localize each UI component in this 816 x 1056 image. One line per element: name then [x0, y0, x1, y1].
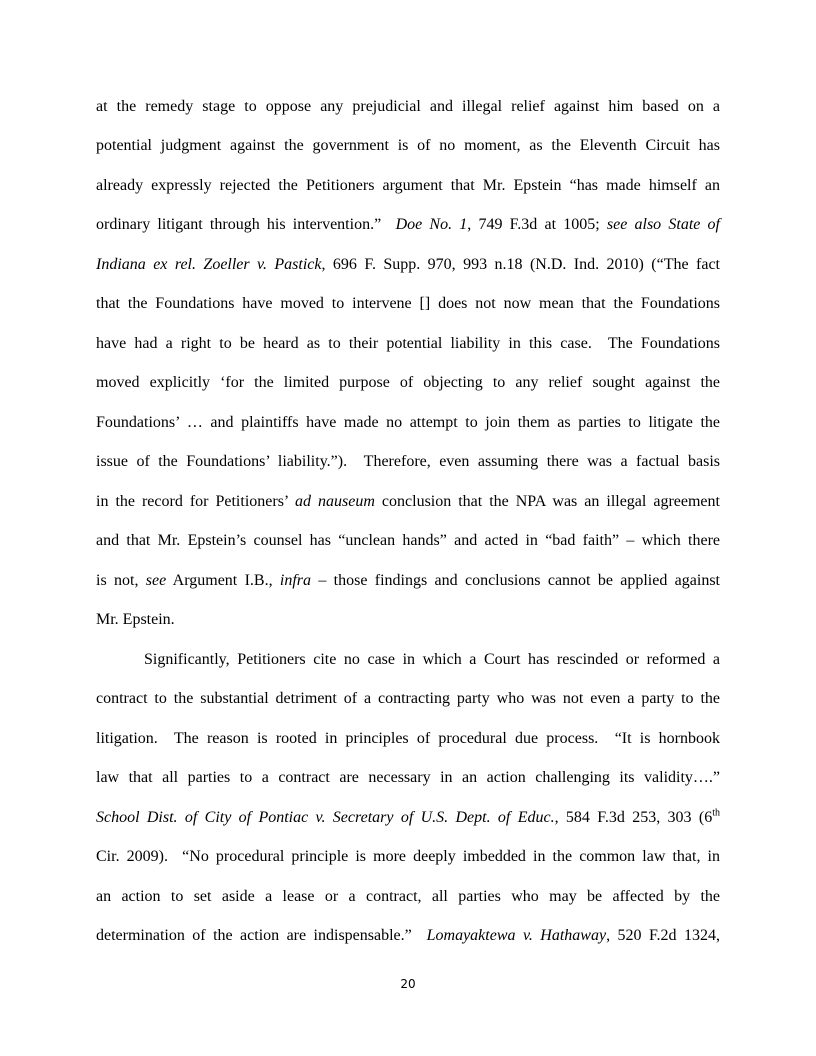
page-number: 20 [400, 977, 416, 991]
body-text-line: at the remedy stage to oppose any prejudicial and illegal relief against him based on a [96, 98, 720, 115]
signal-word: see [145, 572, 167, 589]
body-text-line: and that Mr. Epstein’s counsel has “unclean hands” and acted in “bad faith” – which there [96, 532, 720, 549]
body-text-line: litigation. The reason is rooted in principles of procedural due process. “It is hornbook [96, 730, 720, 747]
ordinal-superscript: th [712, 807, 720, 819]
body-text-line: issue of the Foundations’ liability.”). Therefore, even assuming there was a factual basis [96, 453, 720, 470]
body-text-line: Foundations’ … and plaintiffs have made no attempt to join them as parties to litigate the [96, 414, 720, 431]
body-text-line: moved explicitly ‘for the limited purpose of objecting to any relief sought against the [96, 374, 720, 391]
body-text-line: Indiana ex rel. Zoeller v. Pastick, 696 F. Supp. 970, 993 n.18 (N.D. Ind. 2010) (“The fact [96, 256, 720, 273]
body-text-line: ordinary litigant through his intervention.” Doe No. 1, 749 F.3d at 1005; see also State of [96, 216, 720, 233]
italic-phrase: ad nauseum [295, 493, 375, 510]
body-text-line: Cir. 2009). “No procedural principle is more deeply imbedded in the common law that, in [96, 848, 720, 865]
body-text-line: that the Foundations have moved to intervene [] does not now mean that the Foundations [96, 295, 720, 312]
signal-word: infra [279, 572, 312, 589]
paragraph-first-line: Significantly, Petitioners cite no case in which a Court has rescinded or reformed a [144, 651, 720, 668]
body-text-line: School Dist. of City of Pontiac v. Secretary of U.S. Dept. of Educ., 584 F.3d 253, 303 (6th [96, 807, 720, 826]
body-text-line: already expressly rejected the Petitioners argument that Mr. Epstein “has made himself an [96, 177, 720, 194]
body-text-line: have had a right to be heard as to their potential liability in this case. The Foundations [96, 335, 720, 352]
body-text-line: potential judgment against the government is of no moment, as the Eleventh Circuit has [96, 137, 720, 154]
body-text-line: contract to the substantial detriment of a contracting party who was not even a party to the [96, 690, 720, 707]
case-citation: see also State of [606, 216, 720, 233]
body-text-line: law that all parties to a contract are necessary in an action challenging its validity….” [96, 769, 720, 786]
body-text-line: Mr. Epstein. [96, 611, 175, 628]
case-citation: Lomayaktewa v. Hathaway [426, 927, 607, 944]
case-citation: School Dist. of City of Pontiac v. Secretary of U.S. Dept. of Educ. [96, 809, 555, 826]
body-text-line: is not, see Argument I.B., infra – those findings and conclusions cannot be applied against [96, 572, 720, 589]
body-text-line: in the record for Petitioners’ ad nauseum conclusion that the NPA was an illegal agreement [96, 493, 720, 510]
case-citation: Indiana ex rel. Zoeller v. Pastick [96, 256, 322, 273]
case-citation: Doe No. 1 [395, 216, 468, 233]
body-text-line: an action to set aside a lease or a contract, all parties who may be affected by the [96, 888, 720, 905]
body-text-line: determination of the action are indispensable.” Lomayaktewa v. Hathaway, 520 F.2d 1324, [96, 927, 720, 944]
